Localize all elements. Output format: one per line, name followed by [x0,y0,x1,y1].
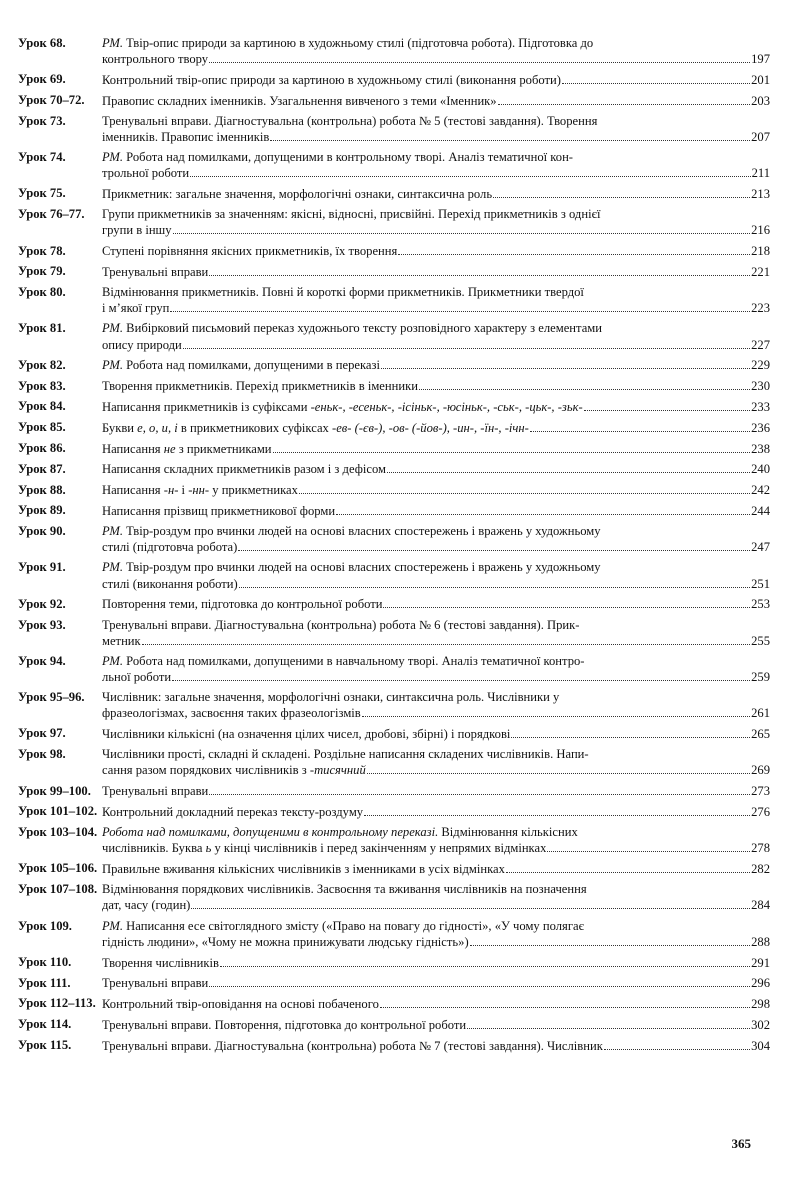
page-ref: 244 [751,504,770,519]
page-ref: 288 [751,934,770,949]
lesson-title [102,441,770,457]
lesson-title-line: Відмінювання порядкових числівників. Засвоєння та вживання числівників на позначення [102,882,587,897]
page-ref: 261 [751,706,770,721]
dot-leader [419,379,750,391]
toc-entry [18,358,770,374]
lesson-title [102,207,770,239]
lesson-number: Урок 85. [18,420,66,435]
lesson-title-line: гідність людини», «Чому не можна принижувати людську гідність») [102,934,469,949]
toc-entry [18,93,770,109]
toc-entry [18,861,770,877]
dot-leader [467,1017,750,1029]
lesson-title [102,654,770,686]
toc-entry [18,825,770,857]
toc-entry [18,882,770,914]
lesson-title [102,186,770,202]
toc-entry [18,420,770,436]
lesson-number: Урок 101–102. [18,804,98,819]
dot-leader [270,129,750,141]
toc-entry [18,321,770,353]
lesson-title [102,919,770,951]
lesson-number: Урок 86. [18,440,66,455]
dot-leader [547,841,750,853]
page-ref: 296 [751,976,770,991]
page-ref: 213 [751,187,770,202]
lesson-title [102,996,770,1012]
lesson-number: Урок 80. [18,285,66,300]
lesson-title-line: Творення прикметників. Перехід прикметників в іменники [102,379,418,394]
page-ref: 218 [751,244,770,259]
lesson-title-line: і м’якої груп [102,301,170,316]
dot-leader [498,93,751,105]
lesson-title-line: Тренувальні вправи [102,784,209,799]
lesson-title-line: Тренувальні вправи. Діагностувальна (контрольна) робота № 5 (тестові завдання). Творення [102,113,598,128]
lesson-number: Урок 105–106. [18,861,98,876]
lesson-number: Урок 97. [18,726,66,741]
lesson-number: Урок 107–108. [18,882,98,897]
toc-entry [18,747,770,779]
dot-leader [299,483,750,495]
page-ref: 221 [751,265,770,280]
page-ref: 291 [751,955,770,970]
lesson-number: Урок 98. [18,747,66,762]
table-of-contents [18,36,770,1059]
lesson-title-line: контрольного твору [102,52,209,67]
lesson-title-line: Тренувальні вправи [102,265,209,280]
lesson-title-line: трольної роботи [102,166,190,181]
dot-leader [364,804,750,816]
toc-entry [18,285,770,317]
dot-leader [493,186,750,198]
lesson-title-line: Контрольний докладний переказ тексту-роздуму [102,805,364,820]
lesson-title [102,861,770,877]
lesson-number: Урок 90. [18,524,66,539]
dot-leader [209,264,750,276]
lesson-number: Урок 112–113. [18,996,96,1011]
lesson-title-line: Написання прикметників із суфіксами -еньк-, -есеньк-, -ісіньк-, -юсіньк-, -ськ-, -цьк-, -зьк- [102,400,583,415]
lesson-title-line: опису природи [102,337,182,352]
page-ref: 255 [751,633,770,648]
lesson-title-line: Творення числівників [102,955,219,970]
lesson-title [102,244,770,260]
dot-leader [367,763,750,775]
toc-entry [18,654,770,686]
toc-entry [18,996,770,1012]
lesson-title-line: Тренувальні вправи [102,976,209,991]
toc-entry [18,399,770,415]
page-ref: 278 [751,841,770,856]
toc-entry [18,690,770,722]
lesson-title [102,503,770,519]
lesson-title-line: Числівники прості, складні й складені. Роздільне написання складених числівників. Напи- [102,747,589,762]
page-ref: 233 [751,400,770,415]
page-ref: 247 [751,540,770,555]
lesson-title-line: Букви е, о, и, і в прикметникових суфіксах -ев- (-єв-), -ов- (-йов-), -ин-, -їн-, -ічн- [102,420,529,435]
lesson-title [102,747,770,779]
dot-leader [209,784,750,796]
toc-entry [18,264,770,280]
toc-entry [18,186,770,202]
toc-entry [18,726,770,742]
page-ref: 240 [751,462,770,477]
page-ref: 304 [751,1038,770,1053]
lesson-title [102,784,770,800]
lesson-title [102,321,770,353]
lesson-title [102,726,770,742]
lesson-title-line: Правильне вживання кількісних числівників з іменниками в усіх відмінках [102,862,505,877]
lesson-number: Урок 89. [18,503,66,518]
lesson-title-line: Написання прізвищ прикметникової форми [102,504,336,519]
lesson-title [102,882,770,914]
lesson-number: Урок 79. [18,264,66,279]
lesson-number: Урок 73. [18,113,66,128]
toc-entry [18,36,770,68]
page-ref: 253 [751,597,770,612]
lesson-title-line: метник [102,633,141,648]
lesson-title-line: РМ. Твір-роздум про вчинки людей на основі власних спостережень і вражень у художньому [102,560,601,575]
dot-leader [584,399,750,411]
lesson-title-line: РМ. Написання есе світоглядного змісту («Право на повагу до гідності», «У чому полягає [102,918,584,933]
lesson-title [102,358,770,374]
lesson-title [102,560,770,592]
toc-entry [18,114,770,146]
lesson-title-line: Відмінювання прикметників. Повні й короткі форми прикметників. Прикметники твердої [102,285,584,300]
lesson-title [102,618,770,650]
lesson-title [102,285,770,317]
lesson-number: Урок 84. [18,399,66,414]
dot-leader [191,898,750,910]
page-ref: 273 [751,784,770,799]
page-ref: 197 [751,52,770,67]
dot-leader [173,223,751,235]
lesson-number: Урок 83. [18,378,66,393]
toc-entry [18,560,770,592]
page-ref: 216 [751,223,770,238]
lesson-number: Урок 87. [18,461,66,476]
lesson-title-line: льної роботи [102,670,172,685]
toc-entry [18,597,770,613]
lesson-title [102,804,770,820]
dot-leader [381,358,750,370]
lesson-number: Урок 92. [18,596,66,611]
page-ref: 236 [751,420,770,435]
toc-entry [18,207,770,239]
lesson-title [102,72,770,88]
lesson-number: Урок 68. [18,36,66,50]
lesson-title [102,597,770,613]
lesson-title-line: іменників. Правопис іменників [102,130,270,145]
page-ref: 201 [751,73,770,87]
lesson-title-line: Групи прикметників за значенням: якісні, відносні, присвійні. Перехід прикметників з однієї [102,207,601,222]
dot-leader [362,706,750,718]
lesson-number: Урок 110. [18,954,72,969]
lesson-title [102,150,770,182]
lesson-number: Урок 109. [18,918,72,933]
lesson-number: Урок 111. [18,975,71,990]
dot-leader [562,72,750,84]
lesson-number: Урок 88. [18,482,66,497]
dot-leader [238,540,750,552]
page-ref: 269 [751,763,770,778]
dot-leader [239,576,750,588]
lesson-number: Урок 78. [18,243,66,258]
dot-leader [170,301,750,313]
dot-leader [183,337,750,349]
dot-leader [604,1038,750,1050]
toc-entry [18,72,770,88]
lesson-title-line: дат, часу (годин) [102,898,191,913]
dot-leader [383,597,750,609]
page-ref: 203 [751,93,770,108]
dot-leader [506,861,750,873]
lesson-title-line: РМ. Робота над помилками, допущеними в навчальному творі. Аналіз тематичної контро- [102,653,585,668]
lesson-title-line: Тренувальні вправи. Діагностувальна (контрольна) робота № 6 (тестові завдання). Прик- [102,617,580,632]
lesson-title-line: фразеологізмах, засвоєння таких фразеологізмів [102,706,361,721]
dot-leader [190,166,750,178]
dot-leader [511,726,750,738]
dot-leader [470,934,750,946]
lesson-title [102,976,770,992]
lesson-title [102,1038,770,1054]
dot-leader [273,441,751,453]
page-ref: 259 [751,670,770,685]
lesson-number: Урок 75. [18,186,66,201]
lesson-title [102,690,770,722]
page-ref: 211 [751,166,770,181]
lesson-title-line: числівників. Буква ь у кінці числівників і перед закінченням у непрямих відмінках [102,841,547,856]
dot-leader [209,52,750,64]
lesson-title [102,483,770,499]
toc-entry [18,784,770,800]
lesson-title-line: Написання не з прикметниками [102,441,272,456]
dot-leader [172,669,750,681]
lesson-number: Урок 115. [18,1037,72,1052]
lesson-title [102,825,770,857]
page-ref: 284 [751,898,770,913]
lesson-number: Урок 69. [18,72,66,87]
lesson-title-line: Тренувальні вправи. Повторення, підготовка до контрольної роботи [102,1017,467,1032]
lesson-title [102,420,770,436]
lesson-title-line: Контрольний твір-оповідання на основі побаченого [102,997,379,1012]
toc-entry [18,919,770,951]
dot-leader [380,996,750,1008]
page-ref: 227 [751,337,770,352]
page-ref: 282 [751,862,770,877]
page-ref: 251 [751,576,770,591]
lesson-number: Урок 103–104. [18,825,98,840]
dot-leader [398,244,750,256]
lesson-number: Урок 99–100. [18,783,91,798]
page-ref: 265 [751,727,770,742]
page-ref: 238 [751,441,770,456]
lesson-number: Урок 76–77. [18,207,85,222]
lesson-title [102,399,770,415]
page-ref: 229 [751,358,770,373]
lesson-title-line: Написання складних прикметників разом і з дефісом [102,462,386,477]
lesson-number: Урок 70–72. [18,93,85,108]
lesson-title [102,1017,770,1033]
lesson-number: Урок 82. [18,357,66,372]
lesson-title-line: Повторення теми, підготовка до контрольної роботи [102,597,383,612]
lesson-title-line: Числівники кількісні (на означення цілих чисел, дробові, збірні) і порядкові [102,727,511,742]
toc-entry [18,804,770,820]
lesson-title-line: РМ. Вибірковий письмовий переказ художнього тексту розповідного характеру з елементами [102,321,603,336]
lesson-title [102,379,770,395]
toc-entry [18,441,770,457]
lesson-number: Урок 74. [18,150,66,165]
page-ref: 242 [751,483,770,498]
page-ref: 207 [751,130,770,145]
lesson-title-line: РМ. Робота над помилками, допущеними в переказі [102,358,380,373]
lesson-title-line: групи в іншу [102,223,172,238]
lesson-title-line: РМ. Твір-опис природи за картиною в художньому стилі (підготовча робота). Підготовка до [102,36,594,50]
dot-leader [209,976,750,988]
lesson-title-line: сання разом порядкових числівників з -тисячний [102,763,366,778]
lesson-title-line: Робота над помилками, допущеними в контрольному переказі. Відмінювання кількісних [102,825,578,840]
page-ref: 298 [751,997,770,1012]
toc-entry [18,150,770,182]
lesson-title-line: Тренувальні вправи. Діагностувальна (контрольна) робота № 7 (тестові завдання). Числівник [102,1038,603,1053]
lesson-number: Урок 81. [18,321,66,336]
toc-entry [18,1017,770,1033]
lesson-title [102,93,770,109]
toc-entry [18,379,770,395]
page-number: 365 [731,1136,751,1151]
dot-leader [387,462,750,474]
toc-entry [18,1038,770,1054]
toc-entry [18,976,770,992]
lesson-number: Урок 94. [18,653,66,668]
toc-entry [18,524,770,556]
lesson-title-line: стилі (виконання роботи) [102,576,238,591]
lesson-title-line: стилі (підготовча робота) [102,540,238,555]
lesson-title-line: Контрольний твір-опис природи за картиною в художньому стилі (виконання роботи) [102,73,561,87]
page-ref: 230 [751,379,770,394]
lesson-number: Урок 95–96. [18,690,85,705]
toc-entry [18,618,770,650]
dot-leader [220,955,750,967]
lesson-title-line: Правопис складних іменників. Узагальнення вивченого з теми «Іменник» [102,93,497,108]
lesson-title-line: Написання -н- і -нн- у прикметниках [102,483,298,498]
toc-entry [18,244,770,260]
dot-leader [336,503,750,515]
lesson-title [102,264,770,280]
page-ref: 223 [751,301,770,316]
lesson-title [102,524,770,556]
lesson-number: Урок 91. [18,560,66,575]
lesson-title [102,462,770,478]
page-ref: 302 [751,1017,770,1032]
lesson-title-line: Прикметник: загальне значення, морфологічні ознаки, синтаксична роль [102,187,493,202]
lesson-number: Урок 93. [18,617,66,632]
toc-entry [18,955,770,971]
lesson-title [102,114,770,146]
lesson-title-line: РМ. Твір-роздум про вчинки людей на основі власних спостережень і вражень у художньому [102,524,601,539]
lesson-title-line: РМ. Робота над помилками, допущеними в контрольному творі. Аналіз тематичної кон- [102,150,574,165]
toc-entry [18,483,770,499]
toc-entry [18,503,770,519]
dot-leader [142,633,750,645]
lesson-title [102,36,770,68]
toc-entry [18,462,770,478]
lesson-title-line: Ступені порівняння якісних прикметників, їх творення [102,244,398,259]
page-ref: 276 [751,805,770,820]
dot-leader [530,420,750,432]
lesson-title-line: Числівник: загальне значення, морфологічні ознаки, синтаксична роль. Числівники у [102,690,560,705]
lesson-number: Урок 114. [18,1017,72,1032]
lesson-title [102,955,770,971]
